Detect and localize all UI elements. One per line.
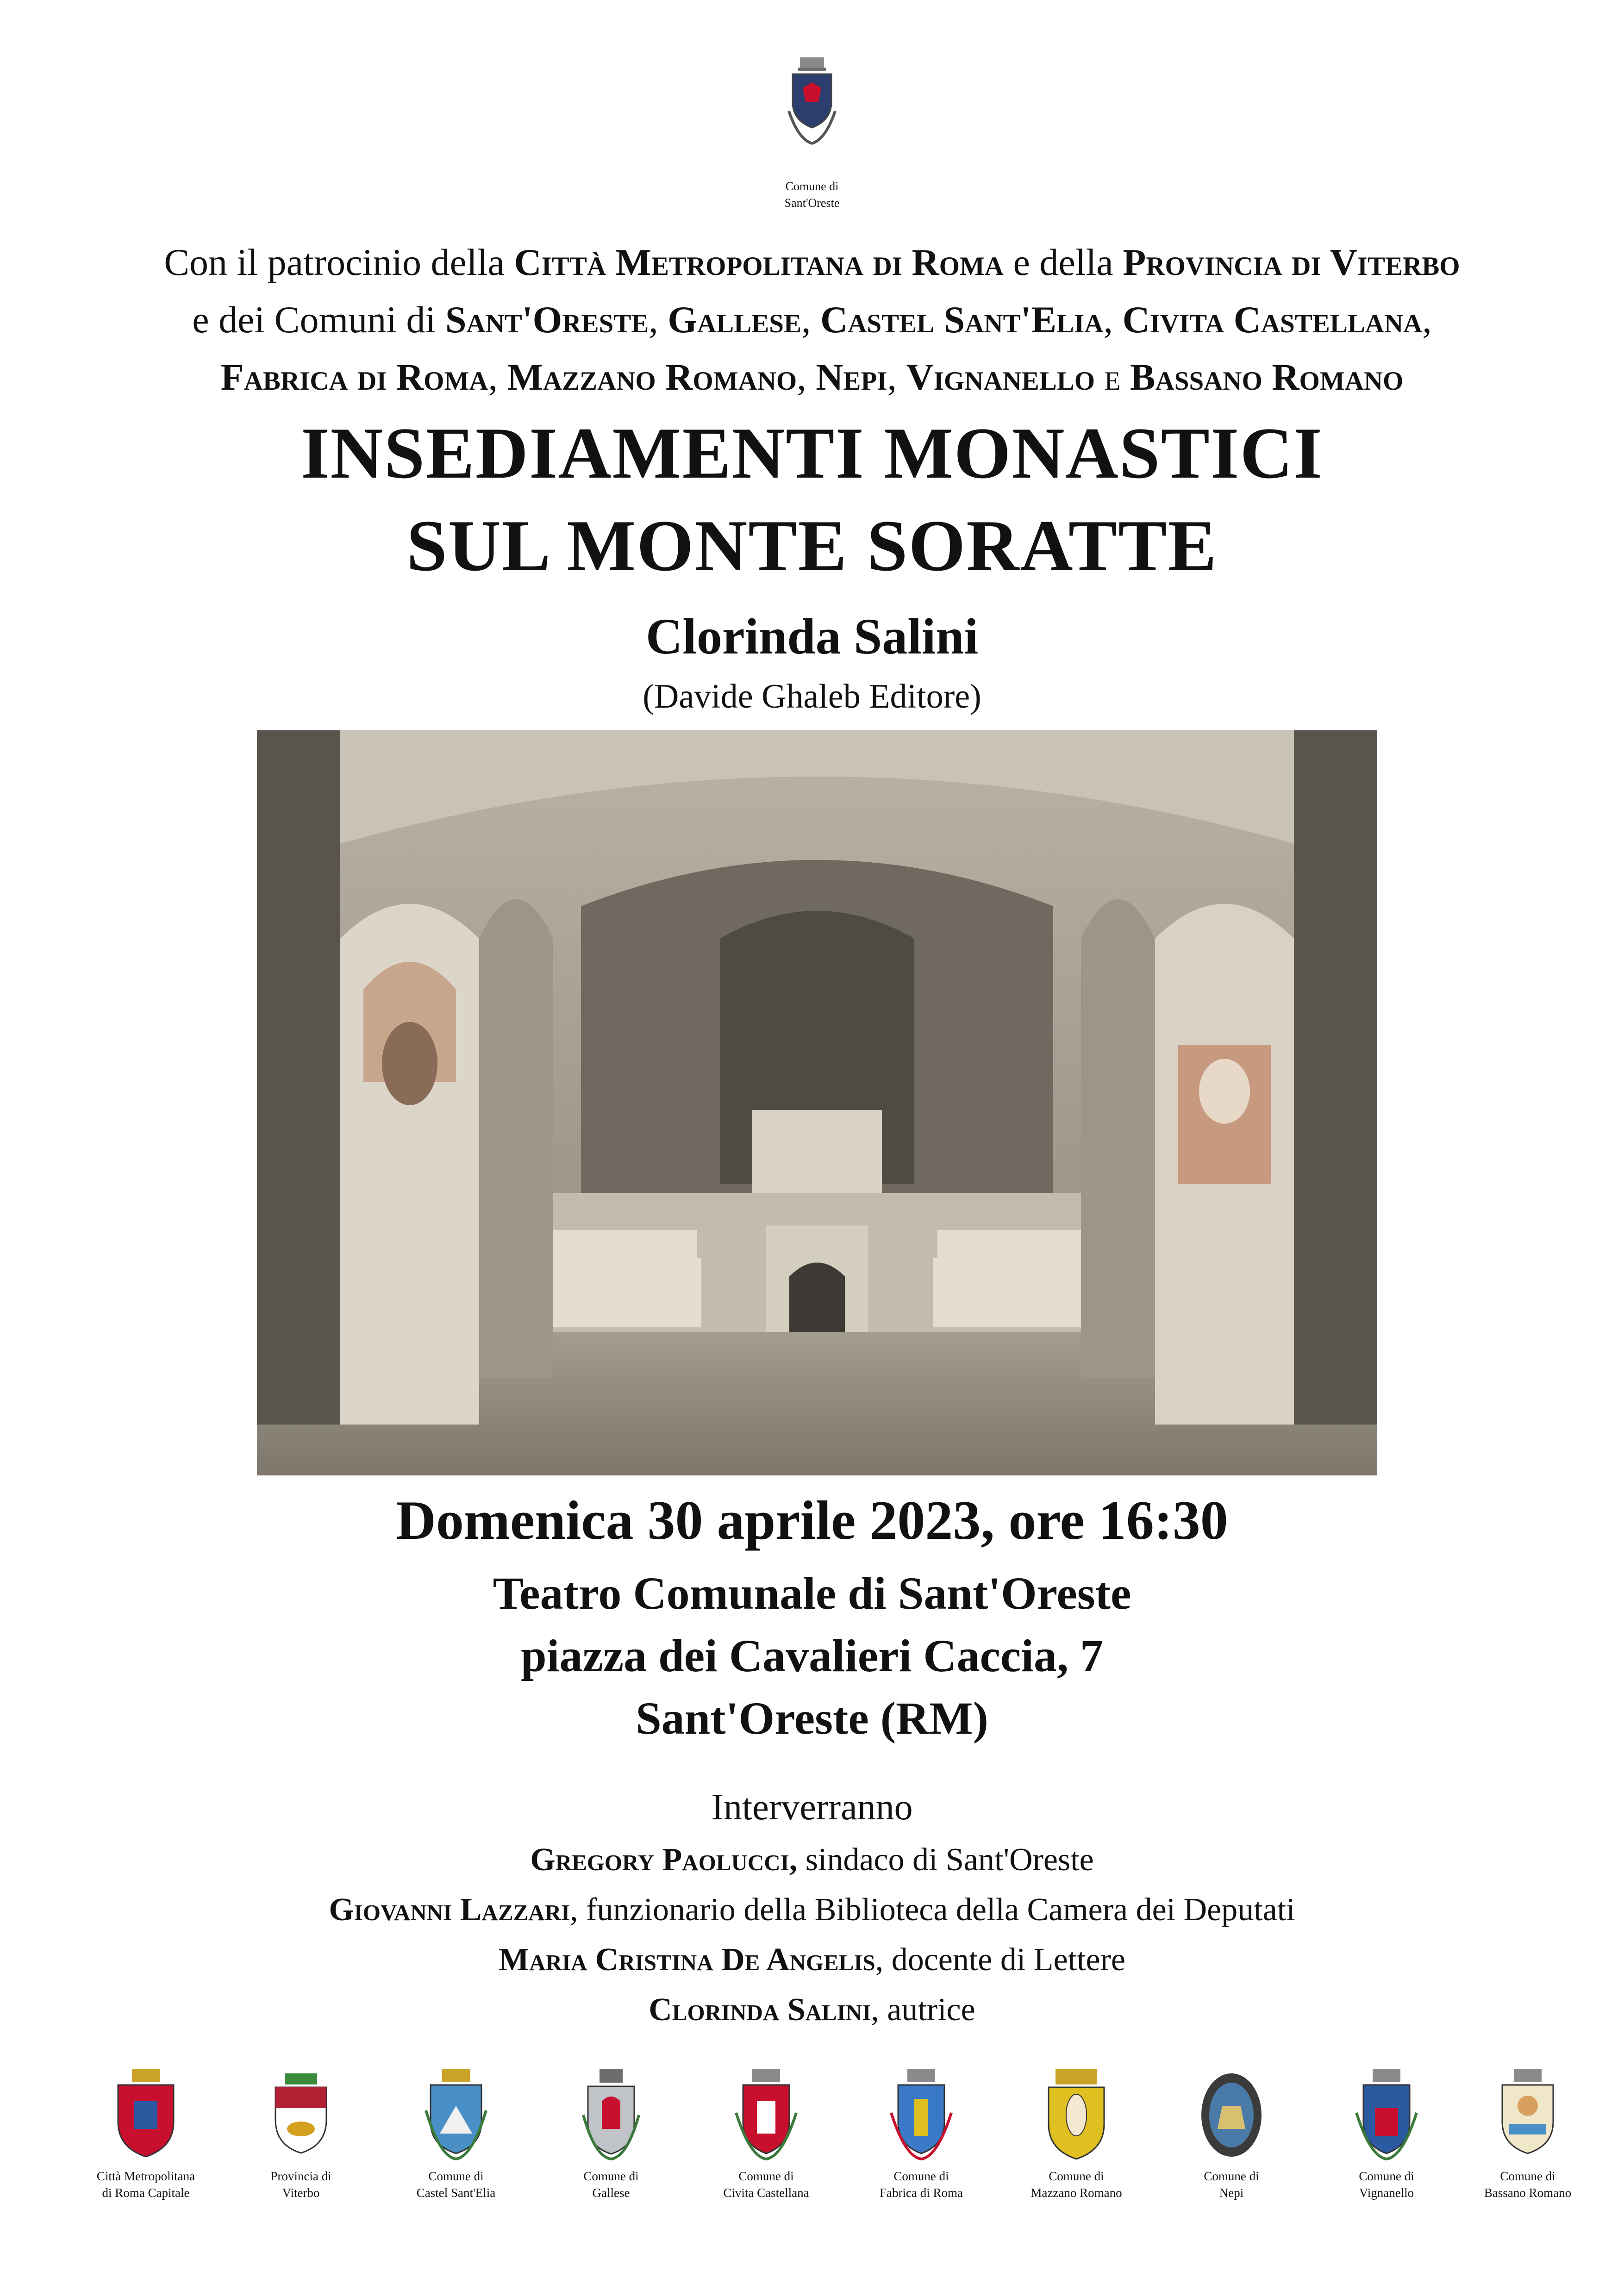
speaker-name: Giovanni Lazzari <box>329 1892 570 1928</box>
event-date: Domenica 30 aprile 2023, ore 16:30 <box>396 1489 1228 1551</box>
logo-label-line1: Comune di <box>893 2169 949 2183</box>
logo-citta-metropolitana <box>86 2069 206 2201</box>
logo-label-line1: Città Metropolitana <box>96 2169 195 2183</box>
speaker-item <box>0 1985 1624 2035</box>
logo-fabrica-di-roma <box>861 2069 981 2201</box>
patron-province: Provincia di Viterbo <box>1123 241 1460 283</box>
logo-label-line1: Provincia di <box>270 2169 331 2183</box>
patronage-text-1: Con il patrocinio della <box>164 241 514 283</box>
vignanello-crest-icon <box>1352 2069 1421 2161</box>
logo-label-line1: Comune di <box>428 2169 484 2183</box>
speaker-name: Clorinda Salini <box>649 1992 871 2028</box>
logo-provincia-viterbo <box>241 2069 361 2201</box>
castel-sant-elia-crest-icon <box>421 2069 491 2161</box>
provincia-viterbo-crest-icon <box>266 2069 336 2161</box>
patron-sant-oreste: Sant'Oreste <box>445 299 649 341</box>
logo-label-line1: Comune di <box>738 2169 794 2183</box>
logo-label-line1: Comune di <box>1500 2169 1555 2183</box>
book-title <box>0 407 1624 592</box>
logo-label-line2: Gallese <box>592 2186 630 2200</box>
patron-metropolitan-city: Città Metropolitana di Roma <box>514 241 1004 283</box>
bassano-romano-crest-icon <box>1493 2069 1562 2161</box>
logo-label-line2: Fabrica di Roma <box>880 2186 963 2200</box>
citta-metropolitana-crest-icon <box>111 2069 181 2161</box>
top-crest-label <box>0 178 1624 212</box>
logo-bassano-romano <box>1468 2069 1588 2201</box>
patron-conjunction: e <box>1095 356 1130 398</box>
patronage-line3: Fabrica di Roma, Mazzano Romano, Nepi, Vignanello e Bassano Romano <box>220 356 1404 398</box>
logo-mazzano-romano <box>1016 2069 1137 2201</box>
patron-gallese: Gallese <box>668 299 801 341</box>
logo-label-line2: Nepi <box>1219 2186 1244 2200</box>
mazzano-romano-crest-icon <box>1042 2069 1111 2161</box>
speaker-role: , docente di Lettere <box>875 1942 1125 1978</box>
logo-label-line2: Vignanello <box>1359 2186 1414 2200</box>
patronage-line1 <box>0 234 1624 291</box>
top-crest-label-line1: Comune di <box>785 180 839 193</box>
logo-gallese <box>551 2069 671 2201</box>
logo-label-line1: Comune di <box>583 2169 639 2183</box>
logo-label-line1: Comune di <box>1049 2169 1104 2183</box>
logo-label-line2: Bassano Romano <box>1484 2186 1572 2200</box>
speaker-role: sindaco di Sant'Oreste <box>797 1842 1094 1878</box>
venue-address: piazza dei Cavalieri Caccia, 7 <box>520 1630 1104 1681</box>
speaker-item <box>0 1885 1624 1935</box>
author-name: Clorinda Salini <box>645 608 979 665</box>
publisher-name: (Davide Ghaleb Editore) <box>643 678 981 716</box>
speaker-name: Gregory Paolucci, <box>530 1842 798 1878</box>
logo-label-line2: Civita Castellana <box>723 2186 809 2200</box>
patron-fabrica: Fabrica di Roma <box>220 356 488 398</box>
logo-label-line2: Castel Sant'Elia <box>416 2186 496 2200</box>
patronage-text <box>0 234 1624 406</box>
patron-mazzano: Mazzano Romano <box>507 356 797 398</box>
logo-vignanello <box>1326 2069 1447 2201</box>
book-title-line2: SUL MONTE SORATTE <box>406 505 1218 586</box>
civita-castellana-crest-icon <box>731 2069 801 2161</box>
church-interior-illustration <box>257 730 1377 1475</box>
speakers-list <box>0 1835 1624 2035</box>
sponsor-logos <box>0 2069 1624 2272</box>
sant-oreste-crest-icon <box>784 56 840 148</box>
logo-civita-castellana <box>706 2069 826 2201</box>
patron-vignanello: Vignanello <box>906 356 1095 398</box>
fabrica-di-roma-crest-icon <box>887 2069 956 2161</box>
patron-bassano: Bassano Romano <box>1130 356 1404 398</box>
logo-label-line2: Viterbo <box>282 2186 320 2200</box>
logo-castel-sant-elia <box>396 2069 516 2201</box>
nepi-crest-icon <box>1197 2069 1266 2161</box>
logo-label-line2: di Roma Capitale <box>102 2186 190 2200</box>
patron-civita-castellana: Civita Castellana <box>1122 299 1423 341</box>
church-interior-photo <box>257 730 1377 1475</box>
event-venue <box>0 1562 1624 1749</box>
venue-name: Teatro Comunale di Sant'Oreste <box>493 1568 1131 1619</box>
top-crest-label-line2: Sant'Oreste <box>784 196 840 210</box>
speaker-item <box>0 1935 1624 1985</box>
patron-nepi: Nepi <box>816 356 887 398</box>
speaker-role: , autrice <box>871 1992 975 2028</box>
logo-label-line1: Comune di <box>1359 2169 1414 2183</box>
patron-castel-sant-elia: Castel Sant'Elia <box>820 299 1104 341</box>
speakers-heading: Interverranno <box>711 1787 913 1828</box>
speaker-name: Maria Cristina De Angelis <box>499 1942 875 1978</box>
logo-nepi <box>1171 2069 1292 2201</box>
gallese-crest-icon <box>576 2069 646 2161</box>
venue-city: Sant'Oreste (RM) <box>636 1692 988 1744</box>
logo-label-line1: Comune di <box>1204 2169 1259 2183</box>
book-title-line1: INSEDIAMENTI MONASTICI <box>300 413 1324 494</box>
logo-label-line2: Mazzano Romano <box>1031 2186 1122 2200</box>
patronage-text-2: e della <box>1003 241 1123 283</box>
patronage-line2: e dei Comuni di Sant'Oreste, Gallese, Castel Sant'Elia, Civita Castellana, <box>192 299 1432 341</box>
speaker-item <box>0 1835 1624 1885</box>
speaker-role: , funzionario della Biblioteca della Camera dei Deputati <box>570 1892 1295 1928</box>
patronage-text-3: e dei Comuni di <box>192 299 445 341</box>
